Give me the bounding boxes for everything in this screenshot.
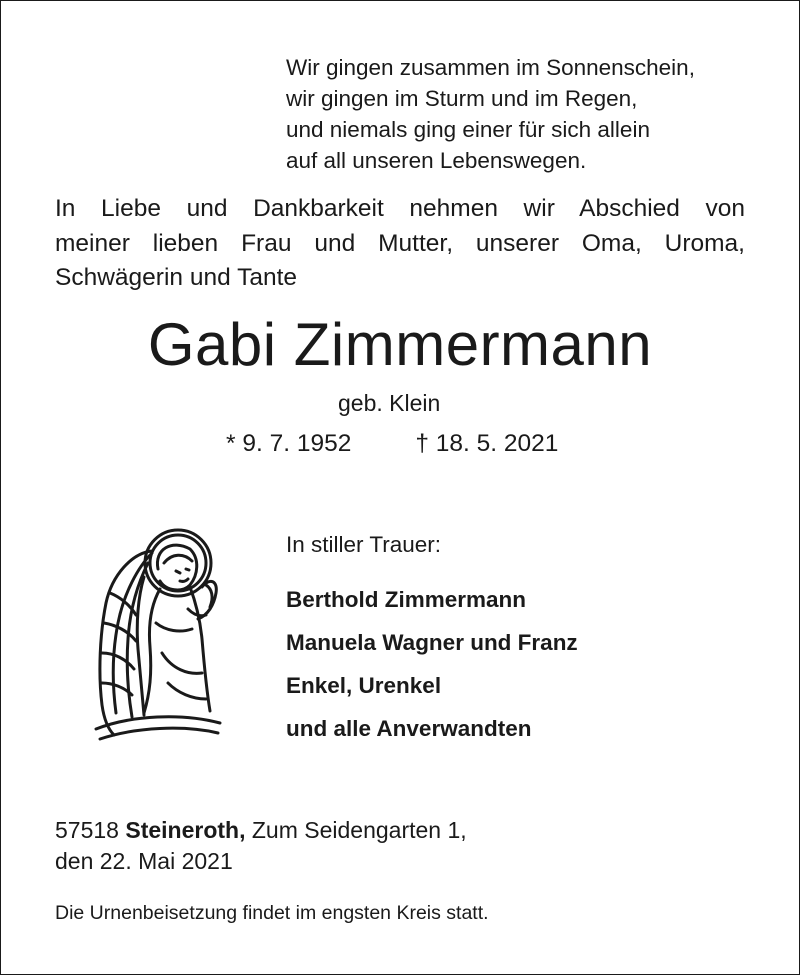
notice-date: den 22. Mai 2021 bbox=[55, 848, 233, 874]
poem-line: und niemals ging einer für sich allein bbox=[286, 117, 650, 142]
maiden-name: geb. Klein bbox=[338, 390, 441, 416]
intro-line: In Liebe und Dankbarkeit nehmen wir Abschied von bbox=[55, 195, 745, 222]
poem bbox=[286, 52, 695, 176]
birth-date: * 9. 7. 1952 bbox=[226, 430, 352, 457]
mourner: Manuela Wagner und Franz bbox=[286, 630, 578, 655]
poem-line: wir gingen im Sturm und im Regen, bbox=[286, 86, 638, 111]
poem-line: Wir gingen zusammen im Sonnenschein, bbox=[286, 55, 695, 80]
death-date: † 18. 5. 2021 bbox=[415, 430, 559, 457]
mourning-label: In stiller Trauer: bbox=[286, 532, 442, 557]
postal-code: 57518 bbox=[55, 817, 119, 843]
address-line bbox=[55, 815, 467, 846]
intro-line: meiner lieben Frau und Mutter, unserer Oma, Uroma, bbox=[55, 229, 745, 257]
town: Steineroth, bbox=[125, 817, 246, 843]
intro-line: Schwägerin und Tante bbox=[55, 264, 297, 291]
mourner: Enkel, Urenkel bbox=[286, 673, 442, 698]
street: Zum Seidengarten 1, bbox=[251, 817, 467, 843]
burial-note: Die Urnenbeisetzung findet im engsten Kreis statt. bbox=[55, 902, 489, 924]
praying-angel-icon bbox=[92, 523, 224, 745]
intro-text bbox=[55, 192, 745, 296]
deceased-name: Gabi Zimmermann bbox=[147, 311, 653, 378]
poem-line: auf all unseren Lebenswegen. bbox=[286, 148, 587, 173]
mourner: Berthold Zimmermann bbox=[286, 587, 527, 612]
mourner: und alle Anverwandten bbox=[286, 716, 532, 741]
mourners-list bbox=[286, 578, 578, 750]
address-block bbox=[55, 815, 467, 877]
life-dates bbox=[226, 428, 558, 460]
